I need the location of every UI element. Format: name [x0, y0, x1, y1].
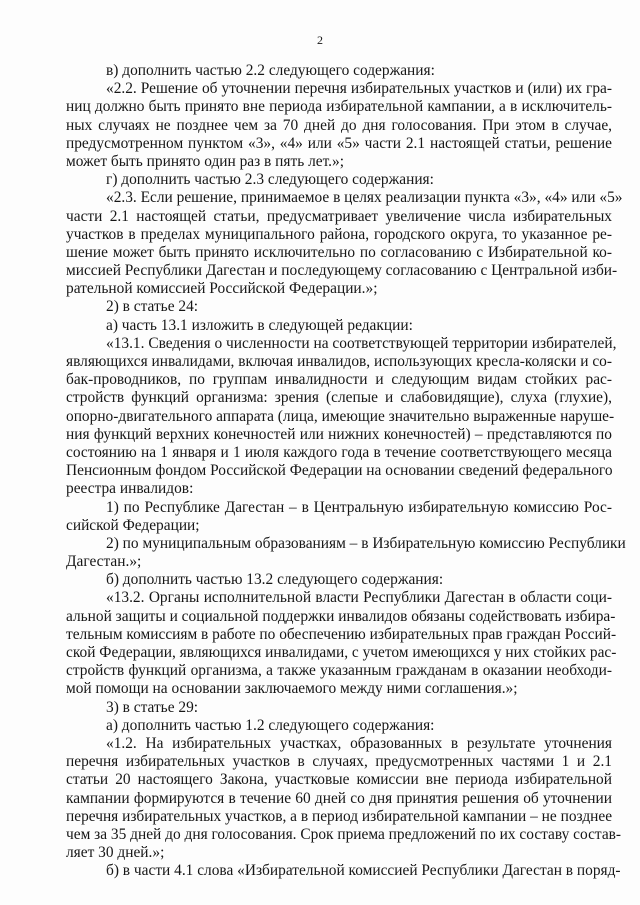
text-line: г) дополнить частью 2.3 следующего содержания:	[106, 171, 434, 189]
text-line: ниц должно быть принято вне периода избирательной кампании, а в исключитель-	[66, 98, 612, 116]
text-line: б) дополнить частью 13.2 следующего содержания:	[106, 571, 444, 589]
text-line: 2) по муниципальным образованиям – в Избирательную комиссию Республики	[106, 534, 626, 552]
text-line: являющихся инвалидами, включая инвалидов, использующих кресла-коляски и со-	[66, 353, 612, 370]
text-line: ных случаях не позднее чем за 70 дней до дня голосования. При этом в случае,	[66, 116, 612, 134]
text-line: «2.2. Решение об уточнении перечня избирательных участков и (или) их гра-	[106, 80, 612, 98]
text-line: предусмотренном пунктом «3», «4» или «5» части 2.1 настоящей статьи, решение	[66, 134, 612, 152]
text-line: «13.2. Органы исполнительной власти Республики Дагестан в области соци-	[106, 589, 612, 607]
text-line: 3) в статье 29:	[106, 698, 199, 716]
text-line: состоянию на 1 января и 1 июля каждого года в течение соответствующего месяца	[66, 443, 612, 461]
text-line: участков в пределах муниципального района, городского округа, то указанное ре-	[66, 225, 612, 243]
text-line: альной защиты и социальной поддержки инвалидов обязаны содействовать избира-	[66, 607, 616, 625]
text-line: а) часть 13.1 изложить в следующей редакции:	[106, 316, 413, 334]
text-line: ния функций верхних конечностей или нижних конечностей) – представляются по	[66, 425, 612, 443]
text-line: бак-проводников, по группам инвалидности и следующим видам стойких рас-	[66, 371, 612, 389]
text-line: перечня избирательных участков в случаях, предусмотренных частями 1 и 2.1	[66, 753, 612, 771]
text-line: тельным комиссиям в работе по обеспечению избирательных прав граждан Россий-	[66, 625, 617, 643]
document-body	[66, 62, 626, 880]
text-line: статьи 20 настоящего Закона, участковые комиссии вне периода избирательной	[66, 771, 612, 789]
text-line: части 2.1 настоящей статьи, предусматривает увеличение числа избирательных	[66, 207, 612, 225]
text-line: рательной комиссией Российской Федерации.»;	[66, 280, 378, 298]
page-number: 2	[317, 33, 323, 47]
text-line: стройств функций организма, а также указанным гражданам в оказании необходи-	[66, 662, 612, 680]
text-line: стройств функций организма: зрения (слепые и слабовидящие), слуха (глухие),	[66, 389, 612, 407]
text-line: «2.3. Если решение, принимаемое в целях реализации пункта «3», «4» или «5»	[106, 189, 623, 207]
text-line: «13.1. Сведения о численности на соответствующей территории избирателей,	[106, 334, 617, 352]
text-line: миссией Республики Дагестан и последующему согласованию с Центральной изби-	[66, 262, 618, 280]
text-line: Дагестан.»;	[66, 553, 142, 571]
text-line: а) дополнить частью 1.2 следующего содержания:	[106, 716, 435, 734]
text-line: реестра инвалидов:	[66, 480, 194, 498]
text-line: в) дополнить частью 2.2 следующего содержания:	[106, 62, 435, 79]
text-line: ской Федерации, являющихся инвалидами, с учетом имеющихся у них стойких рас-	[66, 644, 617, 661]
text-line: 1) по Республике Дагестан – в Центральную избирательную комиссию Рос-	[106, 498, 612, 516]
text-line: перечня избирательных участков, а в период избирательной кампании – не позднее	[66, 807, 613, 825]
text-line: кампании формируются в течение 60 дней со дня принятия решения об уточнении	[66, 789, 612, 807]
text-line: шение может быть принято исключительно по согласованию с Избирательной ко-	[66, 243, 612, 261]
text-line: сийской Федерации;	[66, 516, 200, 534]
text-line: чем за 35 дней до дня голосования. Срок приема предложений по их составу состав-	[66, 825, 622, 843]
text-line: 2) в статье 24:	[106, 298, 199, 316]
text-line: Пенсионным фондом Российской Федерации на основании сведений федерального	[66, 462, 613, 480]
text-line: мой помощи на основании заключаемого между ними соглашения.»;	[66, 680, 518, 698]
text-line: может быть принято один раз в пять лет.»;	[66, 152, 344, 170]
text-line: ляет 30 дней.»;	[66, 844, 165, 862]
text-line: б) в части 4.1 слова «Избирательной комиссией Республики Дагестан в поряд-	[106, 862, 621, 880]
text-line: «1.2. На избирательных участках, образованных в результате уточнения	[106, 734, 612, 752]
text-line: опорно-двигательного аппарата (лица, имеющие значительно выраженные наруше-	[66, 407, 615, 425]
